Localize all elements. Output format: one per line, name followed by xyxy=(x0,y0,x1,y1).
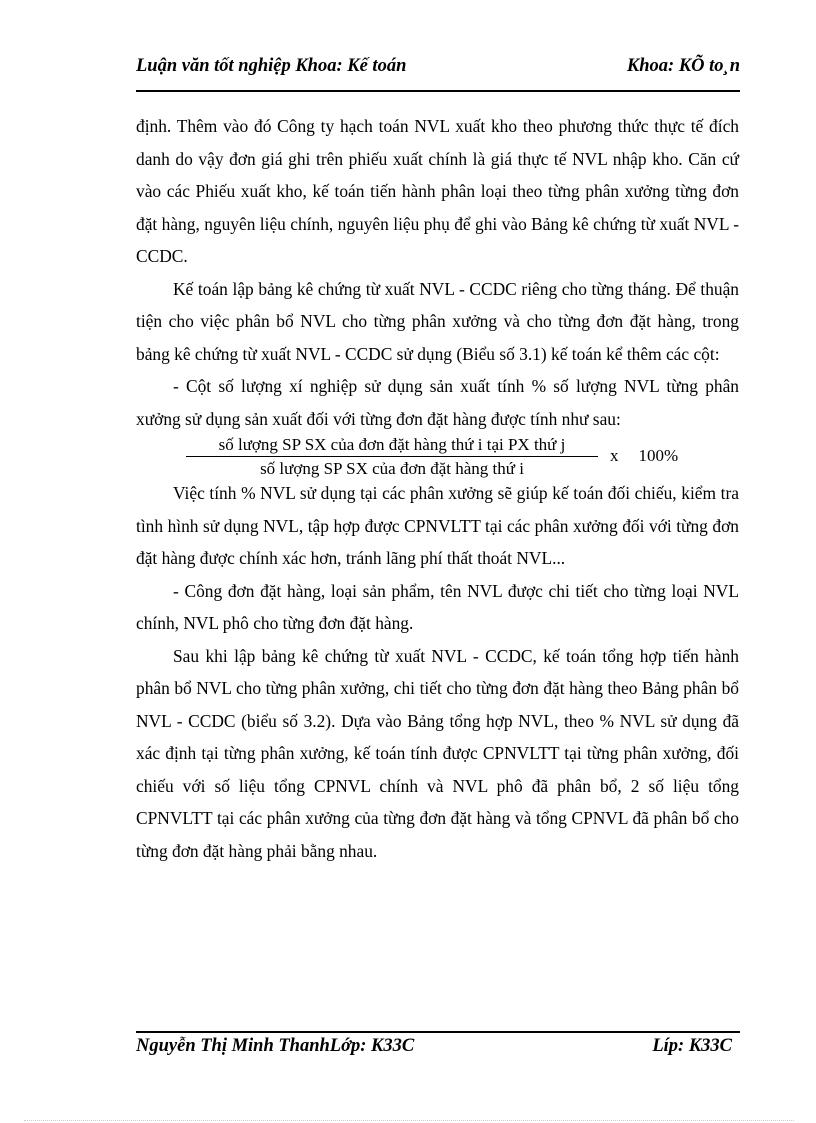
formula-operator: x xyxy=(610,445,619,465)
page-footer xyxy=(136,1036,732,1057)
paragraph: Sau khi lập bảng kê chứng từ xuất NVL - CCDC, kế toán tổng hợp tiến hành phân bổ NVL cho từng phân xưởng, chi tiết cho từng đơn đặt hàng theo Bảng phân bổ NVL - CCDC (biểu số 3.2). Dựa vào Bảng tổng hợp NVL, theo % NVL sử dụng đã xác định tại từng phân xưởng, kế toán tính được CPNVLTT tại từng phân xưởng, đối chiếu với số liệu tổng CPNVL chính và NVL phô đã phân bổ, 2 số liệu tổng CPNVLTT tại các phân xưởng của từng đơn đặt hàng và tổng CPNVL đã phân bổ cho từng đơn đặt hàng phải bằng nhau. xyxy=(136,645,739,861)
formula-factor: 100% xyxy=(638,445,679,465)
formula-denominator: số lượng SP SX của đơn đặt hàng thứ i xyxy=(260,458,524,478)
paragraph-bullet: - Công đơn đặt hàng, loại sản phẩm, tên NVL được chi tiết cho từng loại NVL chính, NVL phô cho từng đơn đặt hàng. xyxy=(136,580,739,633)
footer-right-text: Líp: K33C xyxy=(652,1036,732,1056)
body-text xyxy=(136,110,739,867)
paragraph-bullet: - Cột số lượng xí nghiệp sử dụng sản xuất tính % số lượng NVL từng phân xưởng sử dụng sản xuất đối với từng đơn đặt hàng được tính như sau: xyxy=(136,376,739,429)
page-header xyxy=(136,56,740,77)
header-right-text: Khoa: KÕ to¸n xyxy=(626,56,740,76)
paragraph-continuation: định. Thêm vào đó Công ty hạch toán NVL xuất kho theo phương thức thực tế đích danh do vậy đơn giá ghi trên phiếu xuất chính là giá thực tế NVL nhập kho. Căn cứ vào các Phiếu xuất kho, kế toán tiến hành phân loại theo từng phân xưởng từng đơn đặt hàng, nguyên liệu chính, nguyên liệu phụ để ghi vào Bảng kê chứng từ xuất NVL - CCDC. xyxy=(136,116,739,266)
header-left-text: Luận văn tốt nghiệp Khoa: Kế toán xyxy=(136,56,407,76)
paragraph: Việc tính % NVL sử dụng tại các phân xưởng sẽ giúp kế toán đối chiếu, kiểm tra tình hình sử dụng NVL, tập hợp được CPNVLTT tại các phân xưởng đối với từng đơn đặt hàng được chính xác hơn, tránh lãng phí thất thoát NVL... xyxy=(136,483,739,568)
formula-numerator: số lượng SP SX của đơn đặt hàng thứ i tại PX thứ j xyxy=(186,434,598,457)
footer-left-text: Nguyễn Thị Minh ThanhLớp: K33C xyxy=(136,1036,415,1056)
formula-fraction xyxy=(186,434,598,479)
percentage-formula xyxy=(136,433,739,479)
page-edge-divider xyxy=(24,1120,794,1121)
footer-rule xyxy=(136,1031,740,1033)
paragraph: Kế toán lập bảng kê chứng từ xuất NVL - CCDC riêng cho từng tháng. Để thuận tiện cho việc phân bổ NVL cho từng phân xưởng và cho từng đơn đặt hàng, trong bảng kê chứng từ xuất NVL - CCDC sử dụng (Biểu số 3.1) kế toán kể thêm các cột: xyxy=(136,278,739,364)
header-rule xyxy=(136,90,740,92)
